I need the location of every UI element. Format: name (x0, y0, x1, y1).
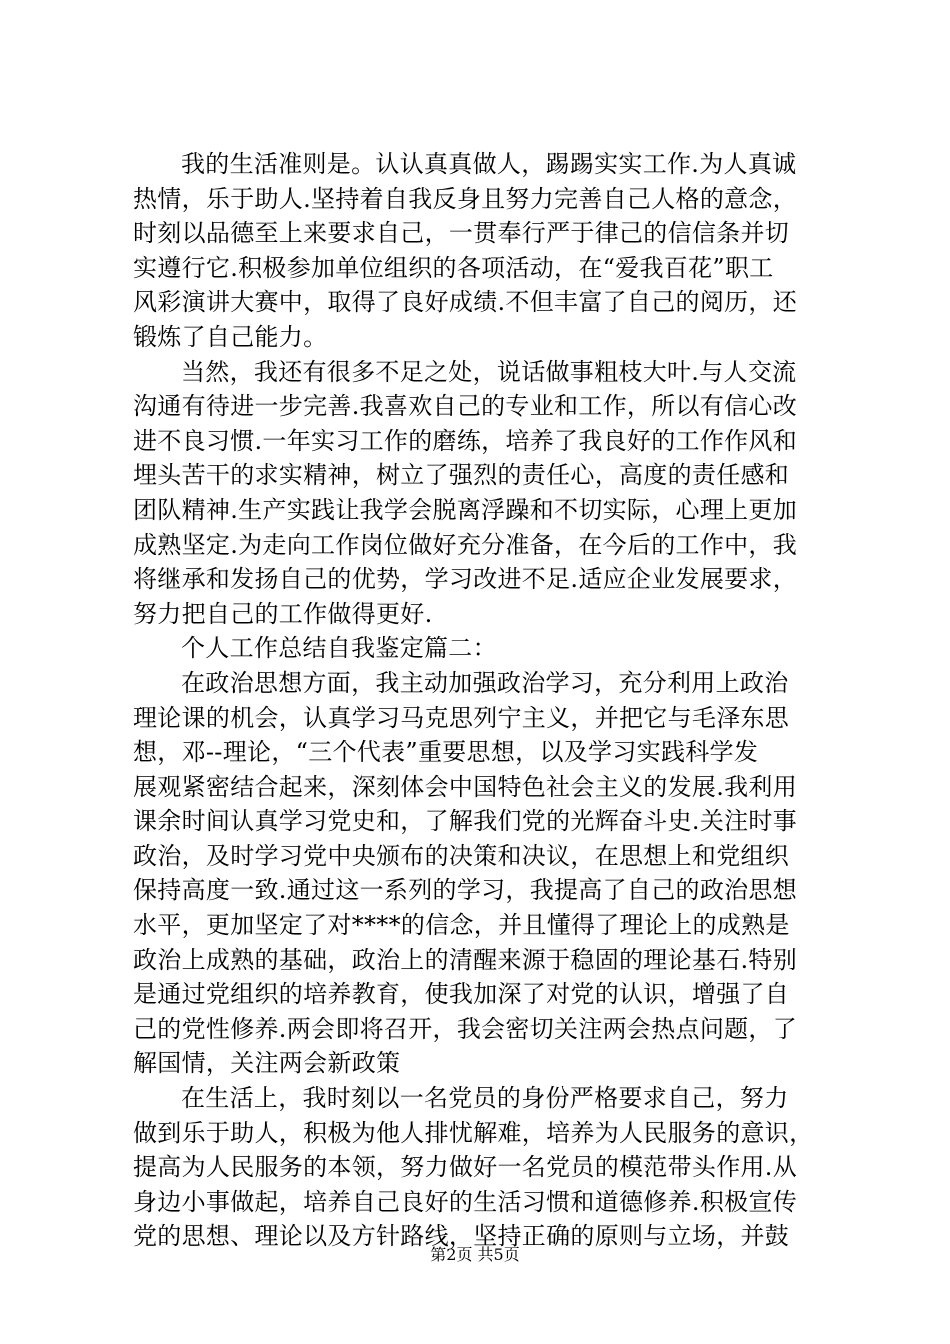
paragraph-4-line-1: 在生活上，我时刻以一名党员的身份严格要求自己，努力 (181, 1084, 789, 1113)
paragraph-1-line-4: 实遵行它.积极参加单位组织的各项活动，在“爱我百花”职工 (133, 253, 774, 282)
paragraph-2-line-5: 团队精神.生产实践让我学会脱离浮躁和不切实际，心理上更加 (133, 495, 798, 524)
paragraph-3-line-3: 想，邓--理论，“三个代表”重要思想，以及学习实践科学发 (133, 738, 759, 767)
paragraph-3-line-12: 解国情，关注两会新政策 (133, 1049, 401, 1078)
paragraph-2-line-6: 成熟坚定.为走向工作岗位做好充分准备，在今后的工作中，我 (133, 530, 798, 559)
paragraph-4-line-5: 党的思想、理论以及方针路线，坚持正确的原则与立场，并鼓 (133, 1222, 790, 1251)
paragraph-3-line-4: 展观紧密结合起来，深刻体会中国特色社会主义的发展.我利用 (133, 772, 798, 801)
body-text (133, 147, 833, 1254)
page-number-footer: 第2页 共5页 (430, 1245, 520, 1264)
paragraph-1-line-2: 热情，乐于助人.坚持着自我反身且努力完善自己人格的意念， (133, 184, 798, 213)
paragraph-1-line-5: 风彩演讲大赛中，取得了良好成绩.不但丰富了自己的阅历，还 (133, 288, 798, 317)
paragraph-2-line-8: 努力把自己的工作做得更好. (133, 599, 433, 628)
paragraph-3-line-7: 保持高度一致.通过这一系列的学习，我提高了自己的政治思想 (133, 876, 798, 905)
paragraph-2-line-4: 埋头苦干的求实精神，树立了强烈的责任心，高度的责任感和 (133, 461, 790, 490)
paragraph-4-line-3: 提高为人民服务的本领，努力做好一名党员的模范带头作用.从 (133, 1153, 798, 1182)
paragraph-3-line-11: 己的党性修养.两会即将召开，我会密切关注两会热点问题，了 (133, 1014, 798, 1043)
paragraph-3-line-8: 水平，更加坚定了对****的信念，并且懂得了理论上的成熟是 (133, 911, 790, 940)
paragraph-1-line-6: 锻炼了自己能力。 (133, 322, 328, 351)
paragraph-2-line-2: 沟通有待进一步完善.我喜欢自己的专业和工作，所以有信心改 (133, 392, 798, 421)
section-heading: 个人工作总结自我鉴定篇二： (181, 634, 497, 663)
paragraph-4-line-2: 做到乐于助人，积极为他人排忧解难，培养为人民服务的意识， (133, 1118, 814, 1147)
paragraph-3-line-6: 政治，及时学习党中央颁布的决策和决议，在思想上和党组织 (133, 841, 790, 870)
paragraph-3-line-2: 理论课的机会，认真学习马克思列宁主义，并把它与毛泽东思 (133, 703, 790, 732)
paragraph-3-line-5: 课余时间认真学习党史和，了解我们党的光辉奋斗史.关注时事 (133, 807, 798, 836)
paragraph-4-line-4: 身边小事做起，培养自己良好的生活习惯和道德修养.积极宣传 (133, 1187, 798, 1216)
paragraph-2-line-3: 进不良习惯.一年实习工作的磨练，培养了我良好的工作作风和 (133, 426, 798, 455)
paragraph-1-line-3: 时刻以品德至上来要求自己，一贯奉行严于律己的信信条并切 (133, 219, 790, 248)
paragraph-2-line-1: 当然，我还有很多不足之处，说话做事粗枝大叶.与人交流 (181, 357, 797, 386)
paragraph-2-line-7: 将继承和发扬自己的优势，学习改进不足.适应企业发展要求， (133, 565, 798, 594)
paragraph-1-line-1: 我的生活准则是。认认真真做人，踢踢实实工作.为人真诚 (181, 150, 797, 178)
paragraph-3-line-10: 是通过党组织的培养教育，使我加深了对党的认识，增强了自 (133, 980, 790, 1009)
paragraph-3-line-9: 政治上成熟的基础，政治上的清醒来源于稳固的理论基石.特别 (133, 945, 798, 974)
paragraph-3-line-1: 在政治思想方面，我主动加强政治学习，充分利用上政治 (181, 668, 789, 697)
